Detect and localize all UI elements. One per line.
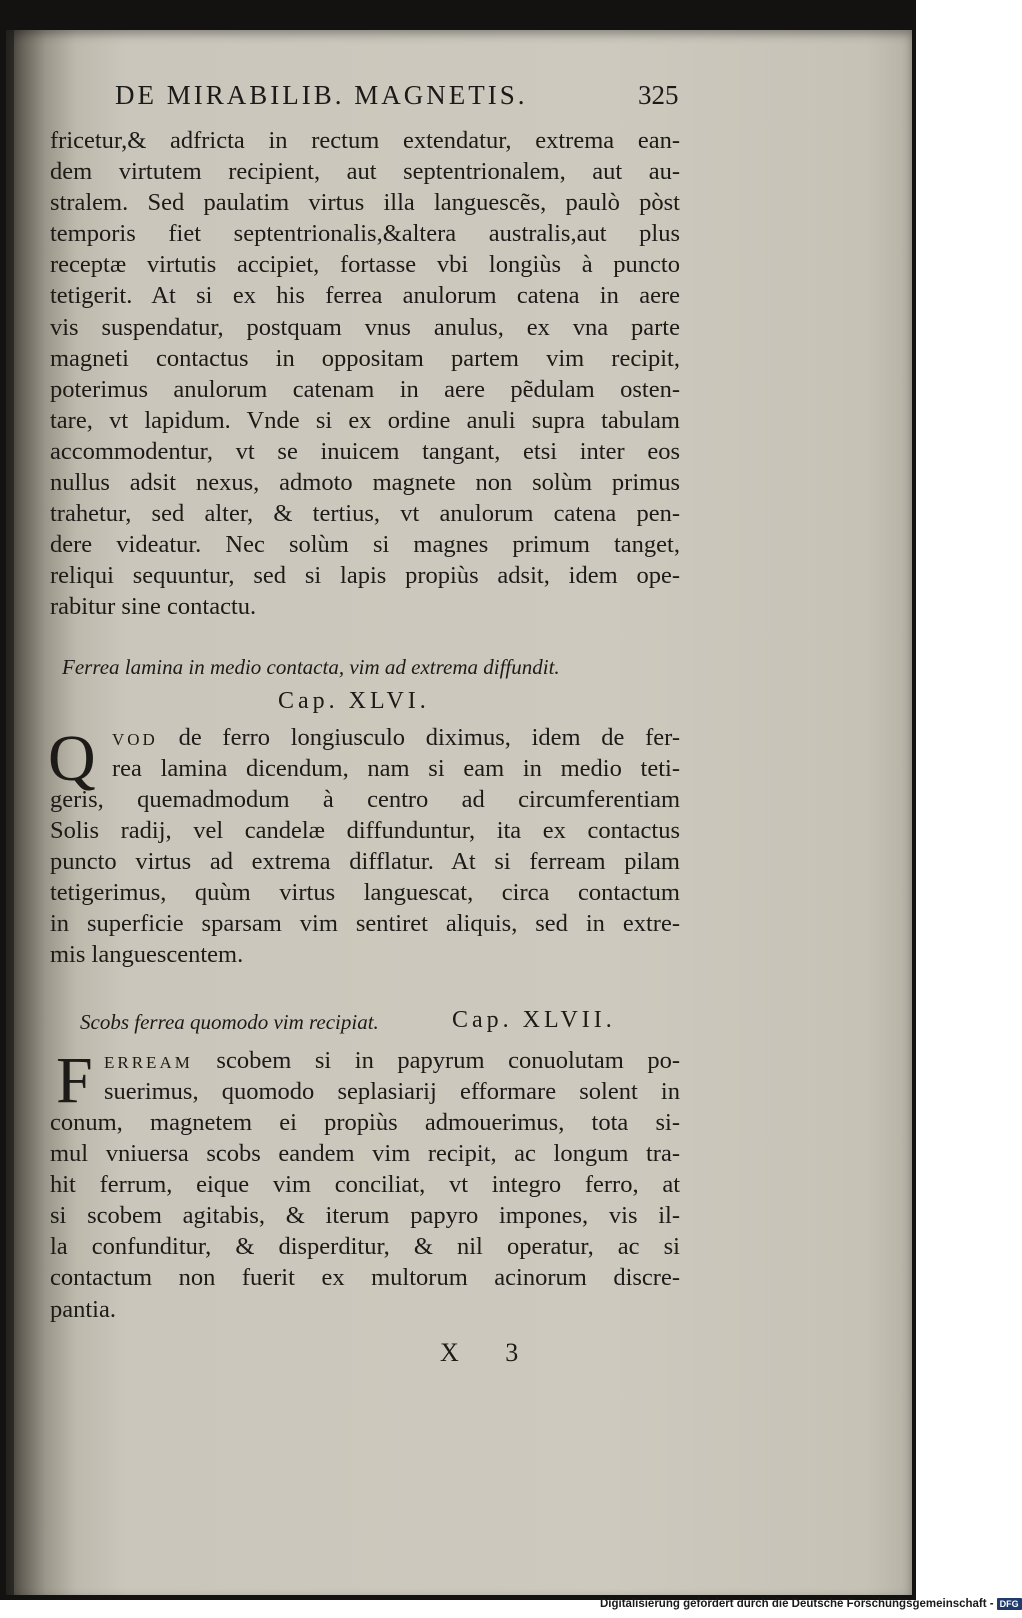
- text-line: fricetur,& adfricta in rectum extendatur, extrema ean-: [50, 127, 680, 154]
- opening-word: erream: [104, 1047, 193, 1074]
- text-line: reliqui sequuntur, sed si lapis propiùs adsit, idem ope-: [50, 562, 680, 590]
- text-line: in superficie sparsam vim sentiret aliquis, sed in extre-: [50, 910, 680, 938]
- paragraph-continuation: [50, 125, 680, 623]
- text-line: la confunditur, & disperditur, & nil operatur, ac si: [50, 1233, 680, 1261]
- text-line: rabitur sine contactu.: [50, 593, 257, 621]
- opening-line-rest: de ferro longiusculo diximus, idem de fer-: [157, 724, 680, 751]
- text-line: [104, 1045, 680, 1076]
- text-line: hit ferrum, eique vim conciliat, vt integro ferro, at: [50, 1171, 680, 1199]
- text-line: rea lamina dicendum, nam si eam in medio teti-: [112, 755, 680, 783]
- chapter-47-body: [50, 1107, 680, 1325]
- chapter-46-number: Cap. XLVI.: [278, 688, 430, 714]
- footer-text: Digitalisierung gefördert durch die Deutsche Forschungsgemeinschaft -: [600, 1598, 994, 1611]
- chapter-46-title: Ferrea lamina in medio contacta, vim ad extrema diffundit.: [62, 655, 560, 679]
- text-line: dem virtutem recipient, aut septentrionalem, aut au-: [50, 158, 680, 186]
- text-line: [112, 722, 680, 753]
- text-line: si scobem agitabis, & iterum papyro impones, vis il-: [50, 1202, 680, 1230]
- text-line: tare, vt lapidum. Vnde si ex ordine anuli supra tabulam: [50, 406, 680, 434]
- digitization-credit: [600, 1598, 1019, 1618]
- chapter-47-title: Scobs ferrea quomodo vim recipiat.: [80, 1010, 379, 1034]
- text-line: Solis radij, vel candelæ diffunduntur, ita ex contactus: [50, 817, 680, 845]
- text-line: pantia.: [50, 1295, 116, 1323]
- chapter-46-body: [50, 784, 680, 971]
- chapter-47-dropcap: F: [56, 1044, 93, 1117]
- text-line: tetigerimus, quùm virtus languescat, circa contactum: [50, 879, 680, 907]
- text-line: nullus adsit nexus, admoto magnete non solùm primus: [50, 469, 680, 497]
- chapter-47-number: Cap. XLVII.: [452, 1007, 616, 1033]
- text-line: geris, quemadmodum à centro ad circumferentiam: [50, 786, 680, 813]
- chapter-47-opening-lines: [104, 1045, 680, 1107]
- chapter-46-opening-lines: [112, 722, 680, 784]
- text-line: mis languescentem.: [50, 941, 244, 969]
- opening-line-rest: scobem si in papyrum conuolutam po-: [192, 1047, 680, 1074]
- text-line: receptæ virtutis accipiet, fortasse vbi longiùs à puncto: [50, 251, 680, 279]
- text-line: conum, magnetem ei propiùs admouerimus, tota si-: [50, 1109, 680, 1136]
- signature-mark: X 3: [440, 1338, 539, 1367]
- text-line: poterimus anulorum catenam in aere pẽdulam osten-: [50, 375, 680, 403]
- text-line: stralem. Sed paulatim virtus illa languescẽs, paulò pòst: [50, 189, 680, 217]
- text-line: temporis fiet septentrionalis,&altera australis,aut plus: [50, 220, 680, 248]
- running-head-title: DE MIRABILIB. MAGNETIS.: [115, 80, 528, 110]
- text-line: puncto virtus ad extrema difflatur. At si ferream pilam: [50, 848, 680, 876]
- text-line: vis suspendatur, postquam vnus anulus, ex vna parte: [50, 313, 680, 341]
- dfg-logo: DFG: [997, 1598, 1022, 1610]
- text-line: contactum non fuerit ex multorum acinorum discre-: [50, 1264, 680, 1292]
- text-line: mul vniuersa scobs eandem vim recipit, ac longum tra-: [50, 1140, 680, 1168]
- opening-word: vod: [112, 724, 158, 751]
- text-line: trahetur, sed alter, & tertius, vt anulorum catena pen-: [50, 500, 680, 528]
- chapter-46-dropcap: Q: [48, 722, 96, 795]
- text-line: tetigerit. At si ex his ferrea anulorum catena in aere: [50, 282, 680, 310]
- text-line: accommodentur, vt se inuicem tangant, etsi inter eos: [50, 437, 680, 465]
- text-line: magneti contactus in oppositam partem vim recipit,: [50, 344, 680, 372]
- page-number: 325: [638, 80, 679, 110]
- text-line: dere videatur. Nec solùm si magnes primum tanget,: [50, 531, 680, 559]
- text-line: suerimus, quomodo seplasiarij efformare solent in: [104, 1078, 680, 1106]
- page-gutter-shadow: [6, 30, 14, 1595]
